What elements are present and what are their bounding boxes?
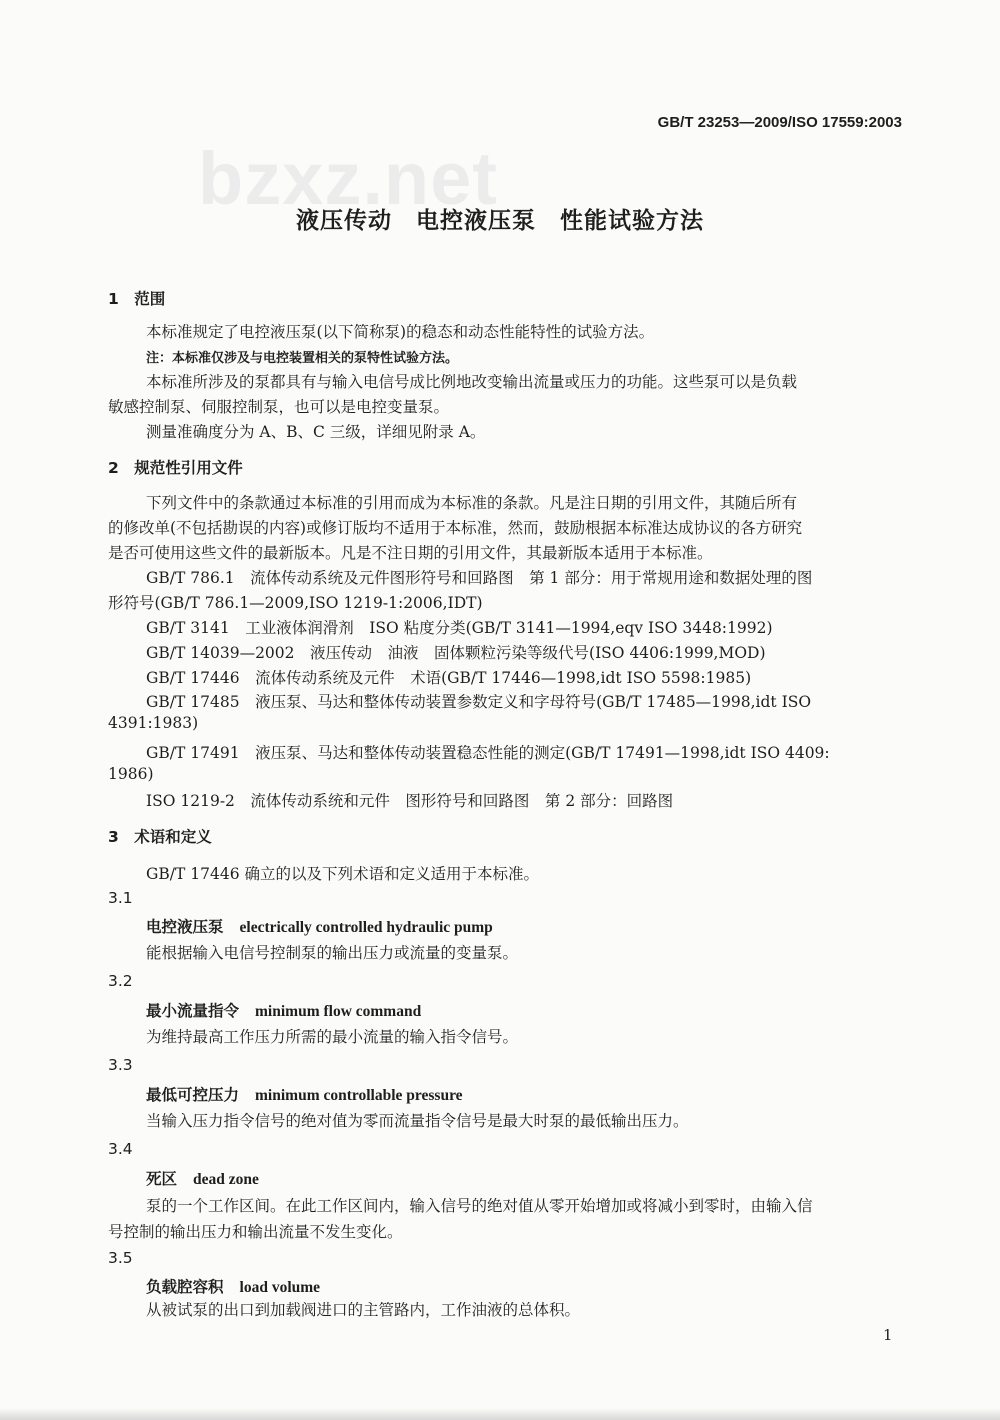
term-number: 3.5 (108, 1249, 133, 1267)
section-3-intro: GB/T 17446 确立的以及下列术语和定义适用于本标准。 (146, 865, 539, 883)
term-title (146, 1083, 463, 1105)
term-chinese: 死区 (146, 1170, 178, 1188)
term-definition: 当输入压力指令信号的绝对值为零而流量指令信号是最大时泵的最低输出压力。 (146, 1112, 689, 1130)
section-2-intro: 下列文件中的条款通过本标准的引用而成为本标准的条款。凡是注日期的引用文件，其随后所有 (146, 494, 798, 512)
term-definition: 号控制的输出压力和输出流量不发生变化。 (108, 1223, 403, 1241)
term-definition: 泵的一个工作区间。在此工作区间内，输入信号的绝对值从零开始增加或将减小到零时，由输入信 (146, 1197, 813, 1215)
term-definition: 为维持最高工作压力所需的最小流量的输入指令信号。 (146, 1028, 519, 1046)
term-english: load volume (239, 1279, 321, 1296)
reference-item: GB/T 17485 液压泵、马达和整体传动装置参数定义和字母符号(GB/T 17485—1998,idt ISO (146, 693, 812, 711)
term-english: minimum controllable pressure (255, 1087, 463, 1104)
reference-item: GB/T 17446 流体传动系统及元件 术语(GB/T 17446—1998,idt ISO 5598:1985) (146, 669, 752, 687)
reference-item: GB/T 14039—2002 液压传动 油液 固体颗粒污染等级代号(ISO 4406:1999,MOD) (146, 644, 766, 662)
document-title: 液压传动 电控液压泵 性能试验方法 (296, 208, 704, 234)
term-chinese: 电控液压泵 (146, 918, 224, 936)
section-1-paragraph: 敏感控制泵、伺服控制泵，也可以是电控变量泵。 (108, 398, 450, 416)
term-number: 3.1 (108, 889, 133, 907)
term-title (146, 1167, 259, 1189)
term-chinese: 负载腔容积 (146, 1278, 224, 1296)
standard-number: GB/T 23253—2009/ISO 17559:2003 (657, 114, 902, 131)
term-number: 3.2 (108, 972, 133, 990)
reference-item: GB/T 3141 工业液体润滑剂 ISO 粘度分类(GB/T 3141—1994,eqv ISO 3448:1992) (146, 619, 773, 637)
section-2-heading: 2 规范性引用文件 (108, 459, 243, 477)
term-title (146, 999, 421, 1021)
term-title (146, 1275, 320, 1297)
section-1-note: 注：本标准仅涉及与电控装置相关的泵特性试验方法。 (146, 351, 459, 366)
reference-item: 1986) (108, 765, 154, 783)
section-1-paragraph: 本标准所涉及的泵都具有与输入电信号成比例地改变输出流量或压力的功能。这些泵可以是负载 (146, 373, 798, 391)
section-1-heading: 1 范围 (108, 290, 166, 308)
section-1-paragraph: 本标准规定了电控液压泵(以下简称泵)的稳态和动态性能特性的试验方法。 (146, 323, 655, 341)
page-edge-shadow (0, 1408, 1000, 1420)
term-chinese: 最小流量指令 (146, 1002, 240, 1020)
term-english: minimum flow command (255, 1003, 422, 1020)
reference-item: 4391:1983) (108, 714, 199, 732)
page-number: 1 (883, 1326, 893, 1344)
term-english: electrically controlled hydraulic pump (239, 919, 493, 936)
term-chinese: 最低可控压力 (146, 1086, 240, 1104)
reference-item: 形符号(GB/T 786.1—2009,ISO 1219-1:2006,IDT) (108, 594, 483, 612)
section-1-paragraph: 测量准确度分为 A、B、C 三级，详细见附录 A。 (146, 423, 486, 441)
term-definition: 能根据输入电信号控制泵的输出压力或流量的变量泵。 (146, 944, 519, 962)
term-number: 3.3 (108, 1056, 133, 1074)
term-title (146, 915, 493, 937)
term-definition: 从被试泵的出口到加载阀进口的主管路内，工作油液的总体积。 (146, 1301, 581, 1319)
section-3-heading: 3 术语和定义 (108, 828, 212, 846)
watermark: bzxz.net (198, 137, 498, 220)
term-english: dead zone (193, 1171, 259, 1188)
section-2-intro: 的修改单(不包括勘误的内容)或修订版均不适用于本标准，然而，鼓励根据本标准达成协议的各方研究 (108, 519, 803, 537)
term-number: 3.4 (108, 1140, 133, 1158)
reference-item: GB/T 17491 液压泵、马达和整体传动装置稳态性能的测定(GB/T 17491—1998,idt ISO 4409: (146, 744, 830, 762)
section-2-intro: 是否可使用这些文件的最新版本。凡是不注日期的引用文件，其最新版本适用于本标准。 (108, 544, 713, 562)
reference-item: ISO 1219-2 流体传动系统和元件 图形符号和回路图 第 2 部分：回路图 (146, 792, 674, 810)
reference-item: GB/T 786.1 流体传动系统及元件图形符号和回路图 第 1 部分：用于常规用途和数据处理的图 (146, 569, 813, 587)
